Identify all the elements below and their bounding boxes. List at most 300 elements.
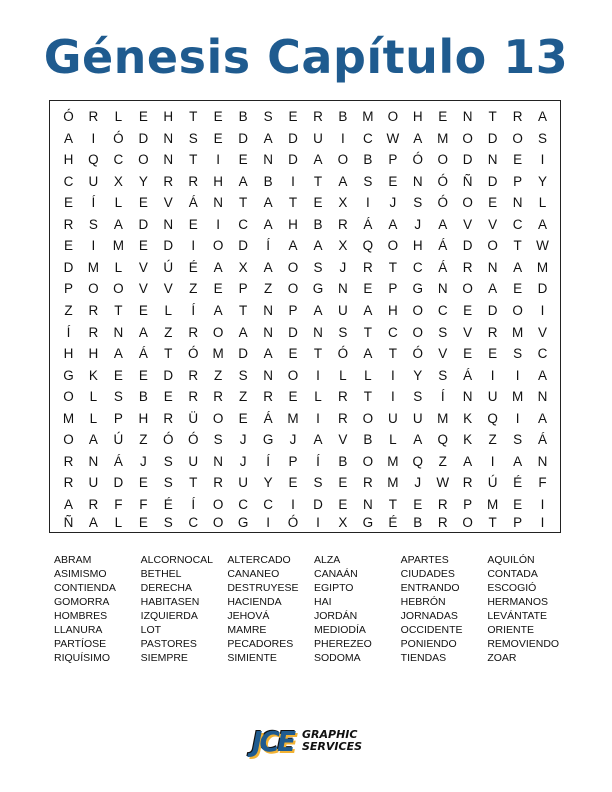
grid-letter: E bbox=[138, 109, 148, 125]
grid-letter: N bbox=[163, 130, 174, 146]
grid-letter: D bbox=[63, 259, 74, 275]
grid-letter: O bbox=[387, 238, 399, 254]
grid-letter: O bbox=[512, 130, 523, 146]
grid-letter: D bbox=[138, 130, 149, 146]
word-list-item: HACIENDA bbox=[227, 596, 282, 608]
grid-letter: I bbox=[316, 410, 320, 426]
grid-letter: S bbox=[238, 367, 248, 383]
grid-letter: R bbox=[163, 173, 174, 189]
grid-letter: D bbox=[288, 324, 298, 340]
grid-letter: N bbox=[362, 496, 373, 512]
grid-letter: O bbox=[462, 281, 473, 297]
grid-letter: I bbox=[216, 152, 221, 168]
word-list-item: HERMANOS bbox=[487, 596, 549, 608]
grid-letter: B bbox=[338, 453, 348, 469]
word-search-grid bbox=[49, 100, 561, 533]
grid-letter: P bbox=[288, 302, 298, 318]
grid-letter: M bbox=[287, 410, 299, 426]
grid-letter: A bbox=[413, 130, 423, 146]
grid-letter: T bbox=[238, 195, 248, 211]
grid-letter: Í bbox=[266, 453, 270, 469]
grid-letter: R bbox=[213, 389, 224, 405]
grid-letter: E bbox=[138, 475, 148, 491]
word-list-item: ENTRANDO bbox=[400, 582, 460, 594]
grid-letter: B bbox=[413, 514, 423, 530]
grid-letter: S bbox=[163, 514, 173, 530]
grid-letter: N bbox=[263, 152, 273, 168]
grid-letter: J bbox=[239, 432, 247, 448]
grid-letter: D bbox=[462, 238, 473, 254]
grid-letter: E bbox=[463, 346, 473, 362]
grid-letter: O bbox=[487, 238, 498, 254]
word-list-item: HEBRÓN bbox=[400, 596, 446, 608]
grid-letter: D bbox=[163, 238, 174, 254]
logo-mark: JCE bbox=[252, 725, 294, 758]
grid-letter: Í bbox=[266, 238, 270, 254]
grid-letter: I bbox=[316, 367, 320, 383]
grid-letter: I bbox=[216, 216, 221, 232]
logo-text bbox=[302, 729, 364, 753]
grid-letter: O bbox=[212, 496, 224, 512]
word-list-item: JORDÁN bbox=[313, 610, 358, 622]
grid-letter: O bbox=[387, 109, 399, 125]
grid-letter: E bbox=[513, 152, 523, 168]
grid-letter: I bbox=[390, 389, 395, 405]
grid-letter: U bbox=[88, 173, 99, 189]
grid-letter: I bbox=[515, 410, 520, 426]
grid-letter: S bbox=[438, 324, 448, 340]
word-list-item: GOMORRA bbox=[54, 596, 110, 608]
grid-letter: Ó bbox=[187, 432, 199, 448]
grid-letter: U bbox=[238, 475, 248, 491]
grid-letter: T bbox=[513, 238, 522, 254]
grid-letter: S bbox=[513, 432, 523, 448]
word-list-item: REMOVIENDO bbox=[487, 638, 560, 650]
grid-letter: R bbox=[487, 324, 498, 340]
grid-letter: R bbox=[188, 367, 199, 383]
grid-letter: U bbox=[188, 453, 199, 469]
grid-letter: R bbox=[313, 109, 323, 125]
grid-letter: M bbox=[87, 259, 100, 275]
grid-letter: E bbox=[513, 281, 523, 297]
grid-letter: É bbox=[513, 475, 523, 491]
word-list-item: JORNADAS bbox=[400, 610, 458, 622]
grid-letter: O bbox=[437, 152, 448, 168]
grid-letter: Á bbox=[188, 195, 198, 211]
grid-letter: E bbox=[138, 367, 148, 383]
grid-letter: A bbox=[138, 324, 148, 340]
grid-letter: A bbox=[288, 238, 298, 254]
grid-letter: Ú bbox=[113, 432, 124, 448]
grid-letter: O bbox=[212, 514, 224, 530]
grid-letter: R bbox=[263, 389, 273, 405]
word-list-item: CANAÁN bbox=[313, 568, 358, 580]
grid-letter: R bbox=[188, 389, 199, 405]
grid-letter: Ñ bbox=[63, 514, 74, 530]
word-list-item: HABITASEN bbox=[140, 596, 200, 608]
grid-letter: A bbox=[438, 216, 448, 232]
grid-letter: S bbox=[538, 130, 548, 146]
grid-letter: R bbox=[338, 410, 348, 426]
word-list-item: SODOMA bbox=[313, 652, 361, 664]
grid-letter: A bbox=[263, 216, 273, 232]
grid-letter: J bbox=[414, 475, 422, 491]
grid-letter: P bbox=[513, 173, 523, 189]
grid-letter: A bbox=[113, 346, 123, 362]
grid-letter: Í bbox=[191, 496, 196, 512]
grid-letter: R bbox=[88, 302, 99, 318]
grid-letter: U bbox=[412, 410, 423, 426]
grid-letter: U bbox=[487, 389, 498, 405]
grid-letter: D bbox=[238, 238, 248, 254]
grid-letter: M bbox=[387, 453, 399, 469]
grid-letter: E bbox=[413, 496, 423, 512]
grid-letter: A bbox=[313, 432, 323, 448]
grid-letter: Á bbox=[113, 453, 123, 469]
grid-letter: N bbox=[113, 324, 124, 340]
grid-letter: O bbox=[63, 432, 74, 448]
grid-letter: B bbox=[238, 109, 248, 125]
grid-letter: G bbox=[237, 514, 249, 530]
grid-letter: I bbox=[341, 130, 345, 146]
word-list-item: HAI bbox=[313, 596, 332, 608]
grid-letter: H bbox=[138, 410, 149, 426]
grid-letter: M bbox=[486, 496, 499, 512]
jce-graphic-services-logo bbox=[252, 724, 364, 760]
grid-letter: N bbox=[213, 453, 224, 469]
grid-letter: T bbox=[363, 389, 372, 405]
grid-letter: T bbox=[488, 514, 497, 530]
grid-letter: I bbox=[266, 514, 270, 530]
grid-letter: N bbox=[487, 259, 498, 275]
grid-letter: O bbox=[212, 324, 224, 340]
grid-letter: V bbox=[438, 346, 448, 362]
grid-letter: E bbox=[438, 109, 448, 125]
grid-letter: A bbox=[538, 367, 548, 383]
word-list-item: ABRAM bbox=[54, 554, 92, 566]
grid-letter: D bbox=[138, 216, 149, 232]
grid-letter: H bbox=[387, 302, 398, 318]
word-list-item: LOT bbox=[140, 624, 162, 636]
grid-letter: N bbox=[412, 173, 423, 189]
grid-letter: D bbox=[238, 130, 248, 146]
grid-letter: Z bbox=[139, 432, 148, 448]
grid-letter: A bbox=[213, 302, 223, 318]
grid-letter: M bbox=[112, 238, 124, 254]
grid-letter: I bbox=[390, 367, 395, 383]
grid-letter: I bbox=[316, 514, 320, 530]
grid-letter: R bbox=[462, 475, 473, 491]
word-list-item: CONTADA bbox=[487, 568, 538, 580]
word-list-item: LLANURA bbox=[54, 624, 103, 636]
grid-letter: B bbox=[363, 152, 373, 168]
word-list-item: PHEREZEO bbox=[313, 638, 372, 650]
grid-letter: O bbox=[63, 389, 74, 405]
grid-letter: Y bbox=[538, 173, 548, 189]
grid-letter: E bbox=[138, 302, 148, 318]
grid-letter: C bbox=[387, 324, 398, 340]
grid-letter: G bbox=[63, 367, 74, 383]
grid-letter: Ú bbox=[487, 475, 498, 491]
grid-letter: H bbox=[163, 109, 174, 125]
word-list-item: BETHEL bbox=[140, 568, 182, 580]
grid-letter: I bbox=[540, 302, 545, 318]
grid-letter: Q bbox=[487, 410, 498, 426]
grid-letter: Q bbox=[88, 152, 99, 168]
grid-letter: Ó bbox=[437, 195, 448, 211]
grid-letter: P bbox=[288, 453, 298, 469]
grid-letter: O bbox=[412, 324, 424, 340]
word-list-item: MEDIODÍA bbox=[313, 624, 366, 636]
grid-letter: M bbox=[437, 410, 449, 426]
grid-letter: E bbox=[188, 216, 198, 232]
grid-letter: A bbox=[263, 259, 273, 275]
grid-letter: N bbox=[462, 389, 473, 405]
grid-letter: R bbox=[213, 475, 224, 491]
grid-letter: Z bbox=[214, 367, 223, 383]
grid-letter: E bbox=[288, 109, 298, 125]
grid-letter: I bbox=[365, 195, 370, 211]
grid-letter: T bbox=[189, 109, 198, 125]
grid-letter: E bbox=[138, 238, 148, 254]
grid-letter: N bbox=[537, 453, 548, 469]
grid-letter: S bbox=[163, 453, 173, 469]
grid-letter: C bbox=[537, 346, 548, 362]
grid-letter: E bbox=[113, 367, 123, 383]
grid-letter: B bbox=[363, 432, 373, 448]
grid-letter: R bbox=[188, 173, 199, 189]
grid-letter: A bbox=[88, 432, 98, 448]
grid-letter: I bbox=[540, 496, 545, 512]
grid-letter: D bbox=[537, 281, 548, 297]
grid-letter: Í bbox=[91, 195, 96, 211]
word-list-item: RIQUÍSIMO bbox=[54, 652, 111, 664]
word-list-item: ALZA bbox=[313, 554, 341, 566]
grid-letter: U bbox=[387, 410, 398, 426]
grid-letter: E bbox=[213, 130, 223, 146]
grid-letter: C bbox=[362, 130, 373, 146]
word-list-item: PARTÍOSE bbox=[54, 638, 107, 650]
word-list-item: HOMBRES bbox=[54, 610, 108, 622]
grid-letter: J bbox=[239, 453, 247, 469]
grid-letter: Í bbox=[191, 302, 196, 318]
grid-letter: V bbox=[163, 195, 173, 211]
grid-letter: I bbox=[540, 152, 545, 168]
grid-letter: X bbox=[338, 238, 348, 254]
word-list-item: CIUDADES bbox=[400, 568, 455, 580]
grid-letter: T bbox=[388, 346, 397, 362]
grid-letter: V bbox=[488, 216, 498, 232]
grid-letter: S bbox=[413, 195, 423, 211]
grid-letter: N bbox=[487, 152, 498, 168]
grid-letter: A bbox=[513, 259, 523, 275]
grid-letter: A bbox=[488, 281, 498, 297]
grid-letter: I bbox=[490, 453, 495, 469]
grid-letter: N bbox=[263, 367, 273, 383]
grid-letter: Y bbox=[263, 475, 273, 491]
grid-letter: Ú bbox=[163, 259, 174, 275]
grid-letter: M bbox=[437, 130, 449, 146]
grid-letter: L bbox=[339, 367, 347, 383]
grid-letter: D bbox=[487, 130, 498, 146]
grid-letter: O bbox=[462, 195, 473, 211]
grid-letter: A bbox=[263, 130, 273, 146]
grid-letter: O bbox=[212, 410, 224, 426]
grid-letter: J bbox=[414, 216, 422, 232]
grid-letter: D bbox=[288, 130, 298, 146]
grid-letter: E bbox=[488, 346, 498, 362]
grid-letter: X bbox=[338, 514, 348, 530]
grid-letter: Ó bbox=[412, 346, 424, 362]
grid-letter: J bbox=[139, 453, 147, 469]
grid-letter: T bbox=[189, 475, 198, 491]
grid-letter: Ó bbox=[337, 346, 349, 362]
grid-letter: W bbox=[386, 130, 400, 146]
logo-line-2: SERVICES bbox=[302, 740, 363, 753]
word-list-item: ALCORNOCAL bbox=[140, 554, 214, 566]
grid-letter: I bbox=[191, 238, 196, 254]
grid-letter: E bbox=[63, 238, 73, 254]
word-list-item: DERECHA bbox=[140, 582, 192, 594]
word-list-item: PASTORES bbox=[140, 638, 197, 650]
grid-letter: M bbox=[62, 410, 75, 426]
grid-letter: T bbox=[388, 496, 397, 512]
grid-letter: O bbox=[412, 302, 424, 318]
grid-letter: S bbox=[163, 475, 173, 491]
word-list-item: SIEMPRE bbox=[140, 652, 188, 664]
grid-letter: N bbox=[537, 389, 548, 405]
grid-letter: S bbox=[313, 259, 323, 275]
grid-letter: I bbox=[291, 496, 295, 512]
grid-letter: I bbox=[515, 367, 520, 383]
grid-letter: Y bbox=[138, 173, 148, 189]
grid-letter: N bbox=[313, 324, 323, 340]
grid-letter: S bbox=[88, 216, 98, 232]
grid-letter: O bbox=[113, 281, 124, 297]
grid-letter: O bbox=[287, 259, 299, 275]
grid-letter: Z bbox=[64, 302, 73, 318]
grid-letter: D bbox=[113, 475, 124, 491]
grid-letter: R bbox=[338, 389, 348, 405]
word-list-item: ASIMISMO bbox=[54, 568, 107, 580]
grid-letter: C bbox=[113, 152, 124, 168]
grid-letter: A bbox=[313, 238, 323, 254]
grid-letter: I bbox=[91, 130, 96, 146]
grid-letter: C bbox=[63, 173, 74, 189]
grid-letter: G bbox=[262, 432, 274, 448]
grid-letter: E bbox=[488, 195, 498, 211]
grid-letter: E bbox=[138, 514, 148, 530]
grid-letter: P bbox=[113, 410, 123, 426]
grid-letter: C bbox=[188, 514, 199, 530]
grid-letter: K bbox=[463, 410, 473, 426]
grid-letter: Ó bbox=[187, 346, 199, 362]
grid-letter: E bbox=[363, 281, 373, 297]
logo-line-1: GRAPHIC bbox=[302, 728, 358, 741]
grid-letter: M bbox=[212, 346, 224, 362]
grid-letter: O bbox=[462, 514, 473, 530]
grid-letter: F bbox=[114, 496, 123, 512]
grid-letter: U bbox=[313, 130, 323, 146]
grid-letter: A bbox=[538, 109, 548, 125]
grid-letter: R bbox=[88, 109, 99, 125]
grid-letter: L bbox=[314, 389, 322, 405]
grid-letter: E bbox=[238, 152, 248, 168]
grid-letter: I bbox=[490, 367, 495, 383]
grid-letter: R bbox=[63, 216, 74, 232]
grid-letter: N bbox=[213, 195, 224, 211]
grid-letter: Z bbox=[488, 432, 497, 448]
grid-letter: D bbox=[288, 152, 298, 168]
grid-letter: S bbox=[213, 432, 223, 448]
grid-letter: T bbox=[313, 173, 323, 189]
grid-letter: N bbox=[512, 195, 523, 211]
grid-letter: Ó bbox=[437, 173, 448, 189]
grid-letter: N bbox=[263, 324, 273, 340]
word-list-item: ALTERCADO bbox=[227, 554, 291, 566]
grid-letter: R bbox=[63, 453, 74, 469]
grid-letter: I bbox=[540, 514, 545, 530]
grid-letter: H bbox=[63, 152, 74, 168]
grid-letter: S bbox=[263, 109, 273, 125]
word-list-item: OCCIDENTE bbox=[400, 624, 463, 636]
grid-letter: É bbox=[388, 514, 398, 530]
grid-letter: R bbox=[437, 514, 448, 530]
grid-letter: T bbox=[313, 346, 323, 362]
grid-letter: S bbox=[513, 346, 523, 362]
grid-letter: Ñ bbox=[462, 173, 473, 189]
grid-letter: Z bbox=[164, 324, 173, 340]
grid-letter: L bbox=[364, 367, 372, 383]
grid-letter: Ó bbox=[412, 152, 424, 168]
grid-letter: A bbox=[338, 173, 348, 189]
grid-letter: A bbox=[463, 453, 473, 469]
grid-letter: Ó bbox=[113, 130, 124, 146]
word-list-item: DESTRUYESE bbox=[227, 582, 299, 594]
grid-letter: Ó bbox=[163, 432, 174, 448]
grid-letter: E bbox=[463, 302, 473, 318]
grid-letter: D bbox=[313, 496, 323, 512]
grid-letter: Í bbox=[440, 389, 445, 405]
grid-letter: A bbox=[538, 216, 548, 232]
grid-letter: S bbox=[363, 173, 373, 189]
grid-letter: S bbox=[313, 475, 323, 491]
grid-letter: R bbox=[63, 475, 74, 491]
grid-letter: O bbox=[212, 238, 224, 254]
grid-letter: Á bbox=[138, 346, 148, 362]
grid-letter: O bbox=[337, 152, 349, 168]
word-list bbox=[54, 553, 574, 665]
grid-letter: A bbox=[388, 216, 398, 232]
grid-letter: H bbox=[88, 346, 99, 362]
word-list-item: LEVÁNTATE bbox=[487, 610, 548, 622]
grid-letter: V bbox=[138, 259, 148, 275]
grid-letter: E bbox=[288, 346, 298, 362]
grid-letter: X bbox=[113, 173, 123, 189]
grid-letter: P bbox=[63, 281, 73, 297]
grid-letter: A bbox=[363, 302, 373, 318]
grid-letter: L bbox=[164, 302, 173, 318]
grid-letter: Y bbox=[413, 367, 423, 383]
grid-letter: C bbox=[238, 216, 248, 232]
grid-letter: A bbox=[263, 346, 273, 362]
grid-letter: A bbox=[213, 259, 223, 275]
grid-letter: V bbox=[338, 432, 348, 448]
grid-letter: É bbox=[188, 259, 198, 275]
grid-letter: J bbox=[339, 259, 347, 275]
grid-letter: E bbox=[338, 496, 348, 512]
grid-letter: A bbox=[513, 453, 523, 469]
